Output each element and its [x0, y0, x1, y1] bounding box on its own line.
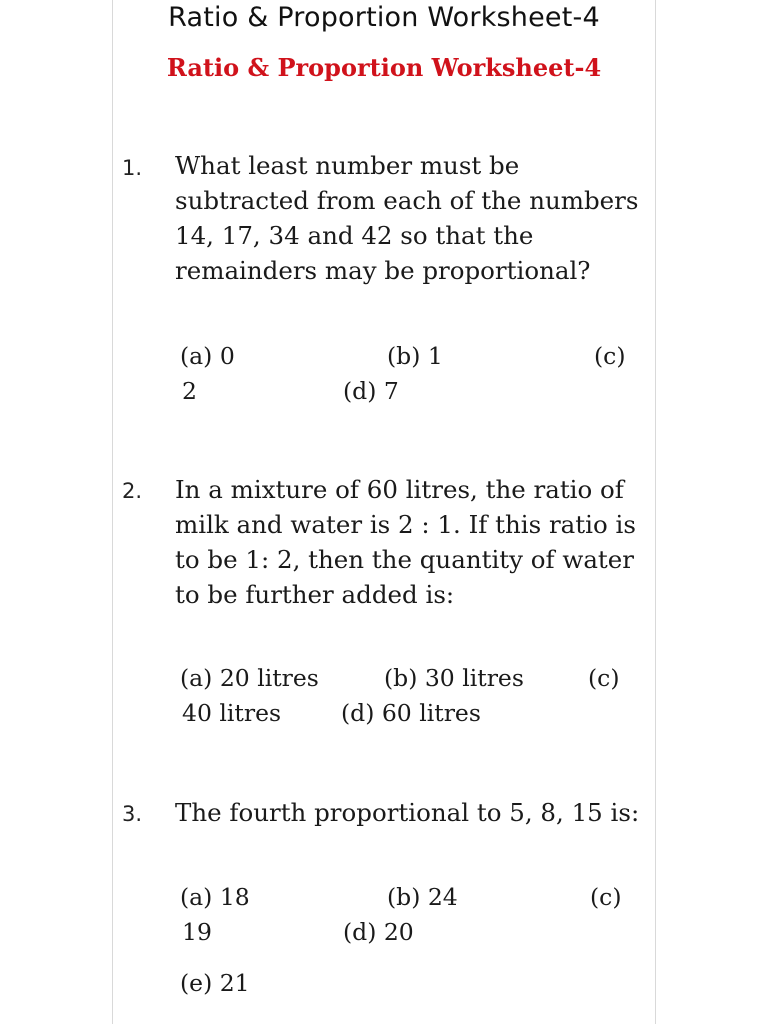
option-a: (a) 20 litres: [180, 664, 319, 692]
option-c-value: 2: [182, 377, 197, 405]
option-a: (a) 0: [180, 342, 235, 370]
question-text: What least number must be subtracted from each of the numbers 14, 17, 34 and 42 so that the remainders may be proportional?: [175, 151, 639, 285]
option-b: (b) 24: [387, 883, 458, 911]
question-text: In a mixture of 60 litres, the ratio of milk and water is 2 : 1. If this ratio is to be 1: 2, then the quantity of water to be further added is:: [175, 475, 636, 609]
option-a: (a) 18: [180, 883, 250, 911]
option-c-value: 19: [182, 918, 212, 946]
option-c-value: 40 litres: [182, 699, 282, 727]
worksheet-title: Ratio & Proportion Worksheet-4: [166, 53, 602, 82]
option-e: (e) 21: [180, 969, 250, 997]
question-text: The fourth proportional to 5, 8, 15 is:: [175, 798, 640, 827]
option-c-label: (c): [588, 664, 620, 692]
option-c-label: (c): [590, 883, 622, 911]
question-number: 1.: [122, 156, 143, 180]
option-c-label: (c): [594, 342, 626, 370]
option-d: (d) 60 litres: [341, 699, 481, 727]
page-header-title: Ratio & Proportion Worksheet-4: [168, 2, 600, 33]
option-b: (b) 1: [387, 342, 443, 370]
option-d: (d) 20: [343, 918, 414, 946]
question-number: 3.: [122, 802, 143, 826]
option-b: (b) 30 litres: [384, 664, 524, 692]
question-number: 2.: [122, 479, 143, 503]
option-d: (d) 7: [343, 377, 399, 405]
